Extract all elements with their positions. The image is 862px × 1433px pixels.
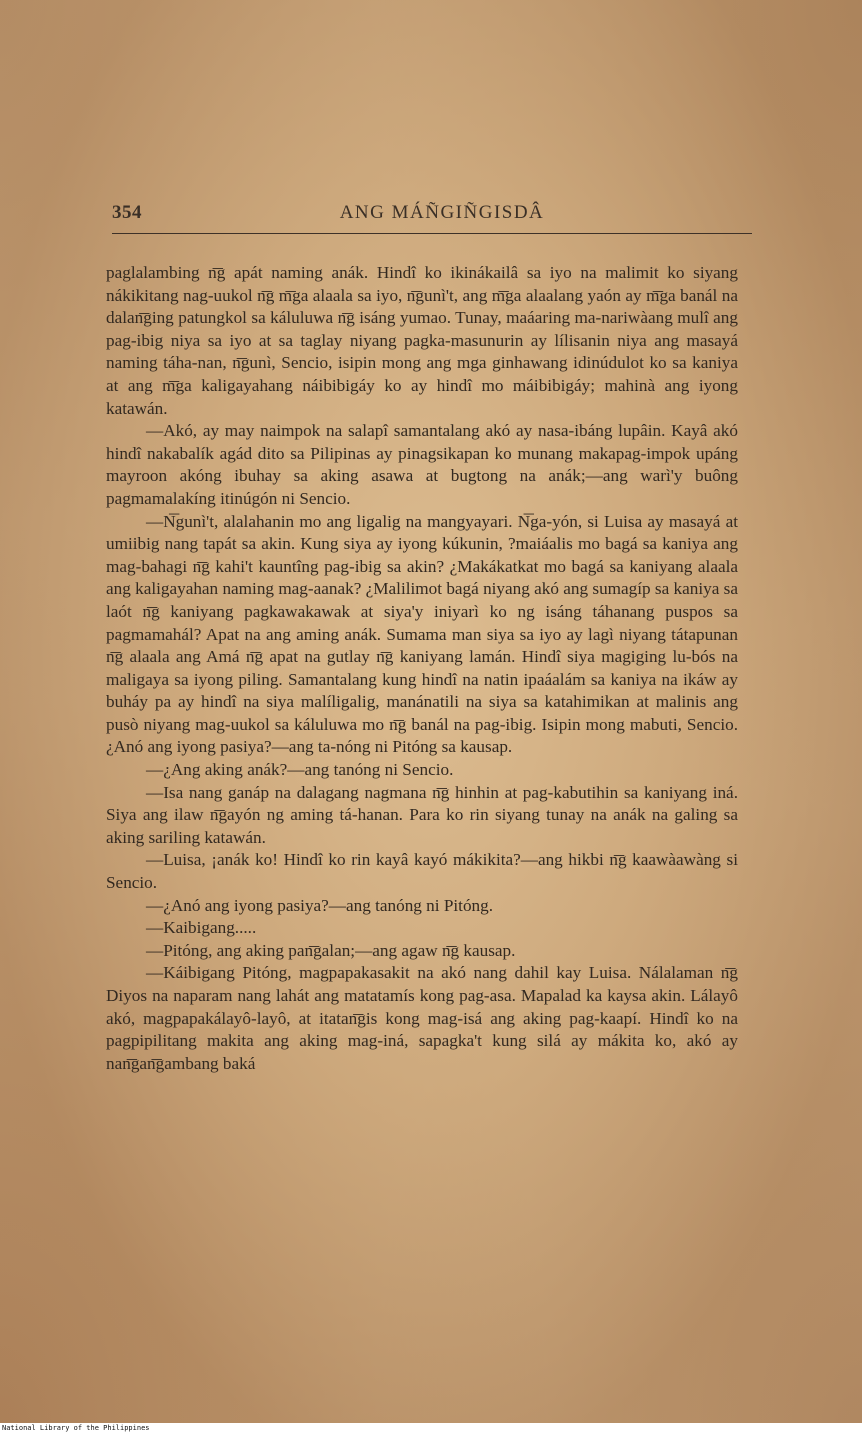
paragraph: —Akó, ay may naimpok na salapî samantalang akó ay nasa-ibáng lupâin. Kayâ akó hindî nakabalík agád dito sa Pilipinas ay pinagsikapan ko munang makapag-impok upáng mayroon akóng ibuhay sa aking asawa at bugtong na anák;—ang warì'y buông pagmamalakíng itinúgón ni Sencio. (106, 421, 738, 508)
paragraph: —Kaibigang..... (146, 918, 257, 938)
header-rule (112, 233, 752, 234)
paragraph: —Isa nang ganáp na dalagang nagmana n͞g hinhin at pag-kabutihin sa kaniyang iná. Siya ang ilaw n͞gayón ng aming tá-hanan. Para ko rin siyang tunay na anák na galing sa aking sariling katawán. (106, 782, 738, 847)
paragraph: paglalambing n͞g apát naming anák. Hindî ko ikinákailâ sa iyo na malimit ko siyang nákikitang nag-uukol n͞g m͞ga alaala sa iyo, n͞gunì't, ang m͞ga alaalang yaón ay m͞ga banál na dalan͞ging patungkol sa káluluwa n͞g isáng yumao. Tunay, maáaring ma-nariwàang mulî ang pag-ibig niya sa iyo at sa taglay niyang pagka-masunurin ay lílisanin niya ang masayá naming táha-nan, n͞gunì, Sencio, isipin mong ang mga ginhawang idinúdulot ko sa kaniya at ang m͞ga kaligayahang náibibigáy ko ay hindî mo máibibigáy; mahinà ang iyong katawán. (106, 263, 738, 418)
paragraph: —Luisa, ¡anák ko! Hindî ko rin kayâ kayó mákikita?—ang hikbi n͞g kaawàawàng si Sencio. (106, 850, 738, 893)
body-text (106, 262, 738, 1075)
running-title: ANG MÁÑGIÑGISDÂ (339, 202, 545, 223)
paragraph: —¿Anó ang iyong pasiya?—ang tanóng ni Pitóng. (146, 895, 494, 915)
library-credit: National Library of the Philippines (2, 1424, 150, 1432)
paragraph: —N͞gunì't, alalahanin mo ang ligalig na mangyayari. N͞ga-yón, si Luisa ay masayá at umiibig nang tapát sa akin. Kung siya ay iyong kúkunin, ?maiáalis mo bagá sa kaniya ang mag-bahagi n͞g kahi't kauntîng pag-ibig sa akin? ¿Makákatkat mo bagá sa kaniyang alaala ang kaligayahan naming mag-aanak? ¿Malilimot bagá niyang akó ang sumagíp sa kaniya sa laót n͞g kaniyang pagkawakawak at siya'y iniyarì ko ng isáng táhanang puspos sa pagmamahál? Apat na ang aming anák. Sumama man siya sa iyo ay lagì niyang tátapunan n͞g alaala ang Amá n͞g apat na gutlay n͞g kaniyang lamán. Hindî siya magiging lu-bós na maligaya sa iyong piling. Samantalang kung hindî na natin ipaáalám sa kaniya na ikáw ay buháy pa ay hindî na siya malíligalig, manánatili na siya sa katahimikan at malinis ang pusò niyang mag-uukol sa káluluwa mo n͞g banál na pag-ibig. Isipin mong mabuti, Sencio. ¿Anó ang iyong pasiya?—ang ta-nóng ni Pitóng sa kausap. (106, 511, 738, 757)
paragraph: —Pitóng, ang aking pan͞galan;—ang agaw n͞g kausap. (146, 940, 516, 960)
paragraph: —¿Ang aking anák?—ang tanóng ni Sencio. (146, 760, 454, 780)
page-number: 354 (112, 202, 142, 223)
paragraph: —Káibigang Pitóng, magpapakasakit na akó nang dahil kay Luisa. Nálalaman n͞g Diyos na naparam nang lahát ang matatamís kong pag-asa. Mapalad ka kaysa akin. Lálayô akó, magpapakálayô-layô, at itatan͞gis kong mag-isá ang aking pag-kaapí. Hindî ko na pagpipilitang makita ang aking mag-iná, sapagka't kung silá ay mákita ko, akó ay nan͞gan͞gambang baká (106, 963, 738, 1073)
page-header (112, 202, 752, 232)
